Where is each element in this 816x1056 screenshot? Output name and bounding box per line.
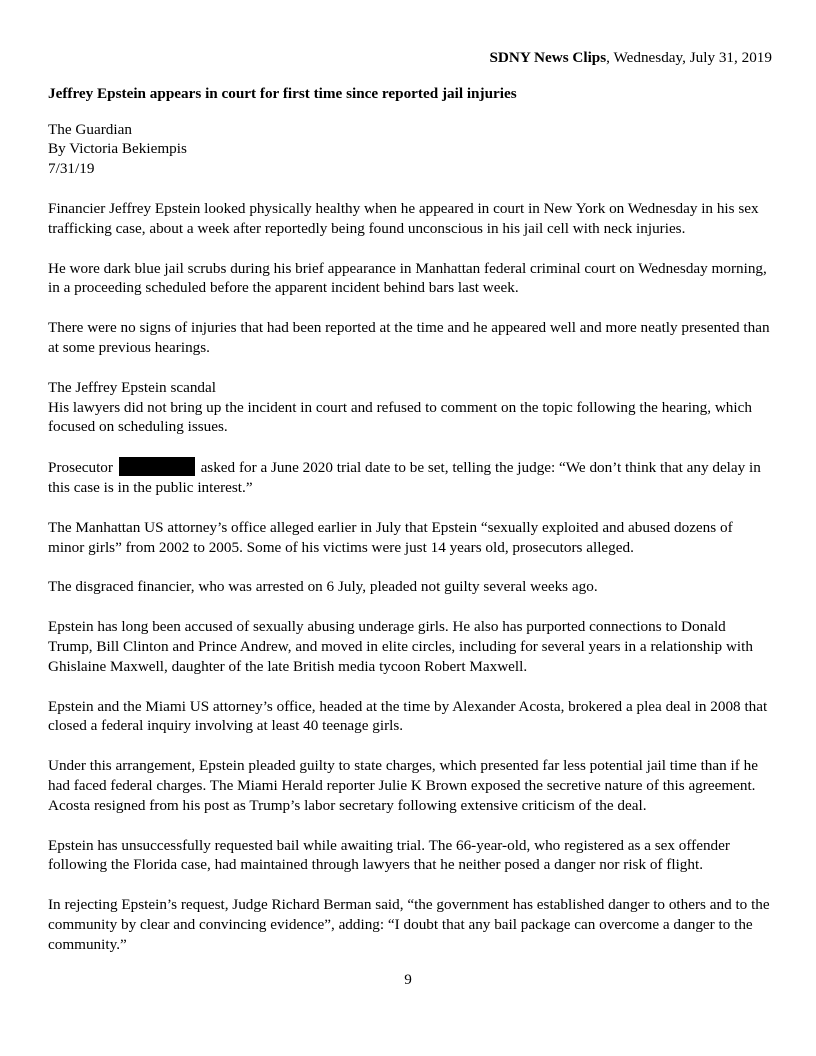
page-number: 9: [404, 971, 412, 988]
section-subheading: The Jeffrey Epstein scandal: [48, 378, 216, 396]
paragraph: Epstein has long been accused of sexually abusing underage girls. He also has purported connections to Donald Trump, Bill Clinton and Prince Andrew, and moved in elite circles, including for several years in a relationship with Ghislaine Maxwell, daughter of the late British media tycoon Robert Maxwell.: [48, 618, 753, 675]
prosecutor-quote: asked for a June 2020 trial date to be set, telling the judge: “We don’t think that any delay in this case is in the public interest.”: [48, 459, 761, 496]
prosecutor-paragraph: [48, 457, 772, 498]
redaction-box: [119, 457, 195, 476]
header-date: , Wednesday, July 31, 2019: [606, 49, 772, 66]
article-date: 7/31/19: [48, 160, 95, 178]
paragraph: His lawyers did not bring up the incident in court and refused to comment on the topic following the hearing, which focused on scheduling issues.: [48, 398, 752, 436]
publication-name: SDNY News Clips: [489, 49, 607, 66]
article-headline: Jeffrey Epstein appears in court for first time since reported jail injuries: [48, 84, 517, 102]
paragraph: In rejecting Epstein’s request, Judge Richard Berman said, “the government has established danger to others and to the community by clear and convincing evidence”, adding: “I doubt that any bail package can overcome a danger to the community.”: [48, 896, 770, 953]
paragraph: Under this arrangement, Epstein pleaded guilty to state charges, which presented far less potential jail time than if he had faced federal charges. The Miami Herald reporter Julie K Brown exposed the secretive nature of this agreement. Acosta resigned from his post as Trump’s labor secretary following extensive criticism of the deal.: [48, 757, 758, 814]
paragraph: The Manhattan US attorney’s office alleged earlier in July that Epstein “sexually exploited and abused dozens of minor girls” from 2002 to 2005. Some of his victims were just 14 years old, prosecutors alleged.: [48, 518, 733, 556]
paragraph: Epstein and the Miami US attorney’s office, headed at the time by Alexander Acosta, brokered a plea deal in 2008 that closed a federal inquiry involving at least 40 teenage girls.: [48, 697, 768, 735]
paragraph: The disgraced financier, who was arrested on 6 July, pleaded not guilty several weeks ago.: [48, 578, 598, 596]
paragraph: He wore dark blue jail scrubs during his brief appearance in Manhattan federal criminal court on Wednesday morning, in a proceeding scheduled before the apparent incident behind bars last week.: [48, 259, 767, 297]
page-header: [48, 48, 772, 68]
paragraph: Financier Jeffrey Epstein looked physically healthy when he appeared in court in New York on Wednesday in his sex trafficking case, about a week after reportedly being found unconscious in his jail cell with neck injuries.: [48, 199, 759, 237]
article-meta: [48, 120, 772, 179]
paragraph: There were no signs of injuries that had been reported at the time and he appeared well and more neatly presented than at some previous hearings.: [48, 319, 770, 356]
article-source: The Guardian: [48, 120, 132, 138]
prosecutor-label: Prosecutor: [48, 459, 113, 477]
article-byline: By Victoria Bekiempis: [48, 140, 187, 158]
document-page: [48, 48, 772, 955]
paragraph: Epstein has unsuccessfully requested bail while awaiting trial. The 66-year-old, who registered as a sex offender following the Florida case, had maintained through lawyers that he neither posed a danger nor risk of flight.: [48, 836, 730, 874]
